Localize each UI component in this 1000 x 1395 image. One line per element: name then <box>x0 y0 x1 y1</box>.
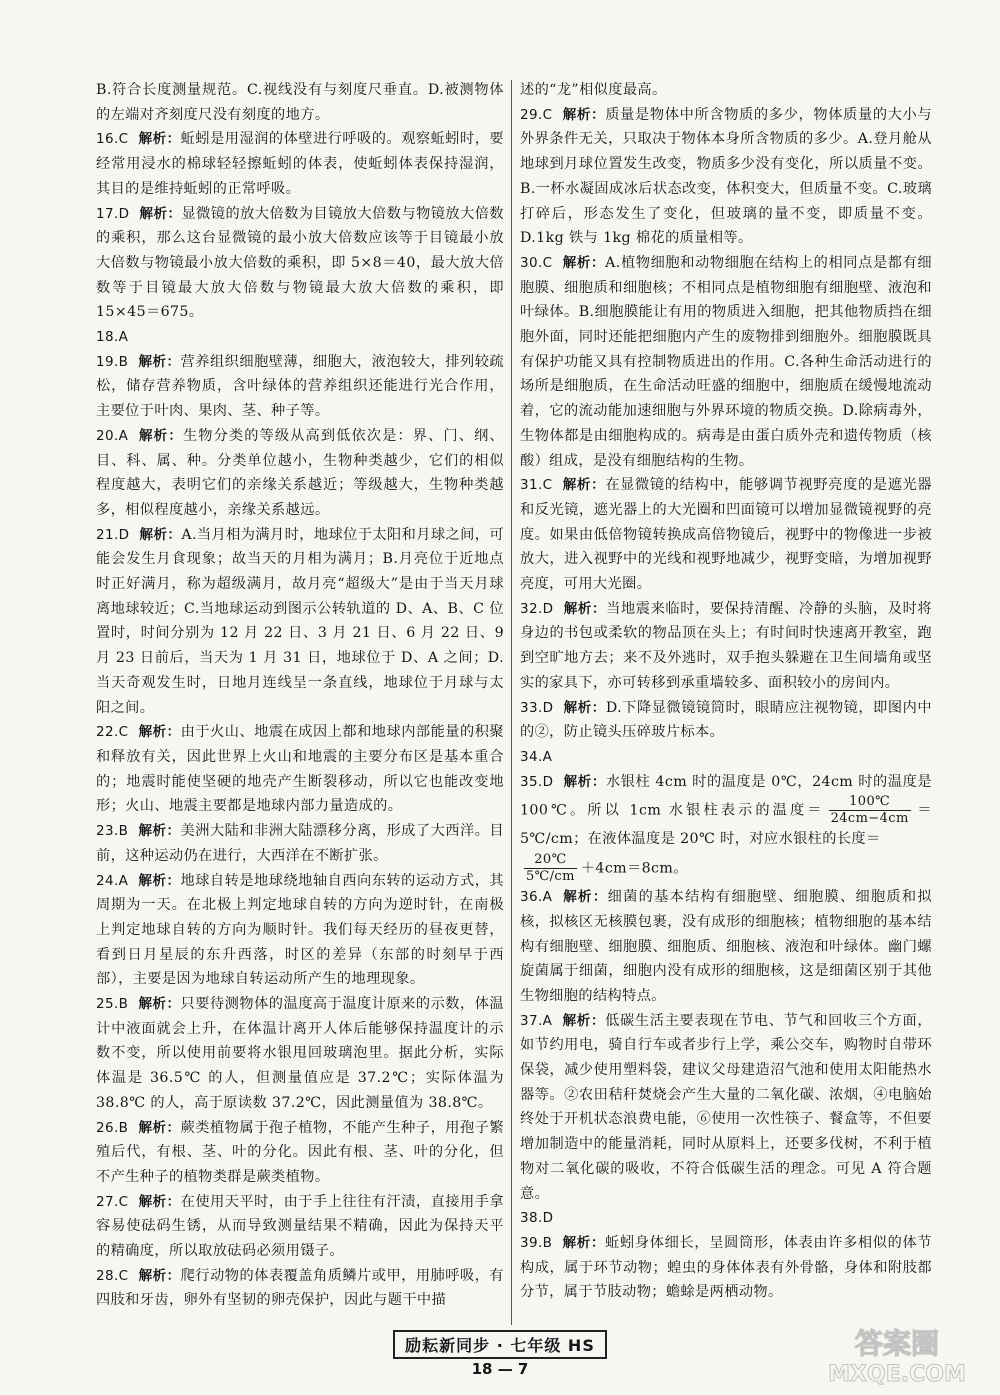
question-number: 16. <box>96 131 119 148</box>
answer-letter: A <box>118 427 129 444</box>
analysis-label: 解析： <box>563 773 606 790</box>
answer-text: 质量是物体中所含物质的多少，物体质量的大小与外界条件无关，只取决于物体本身所含物质的多少。A.登月舱从地球到月球位置发生改变，物质多少没有变化，所以质量不变。B.一杯水凝固成冰后状态改变，体积变大，但质量不变。C.玻璃打碎后，形态发生了变化，但玻璃的量不变，即质量不变。D.1kg 铁与 1kg 棉花的质量相等。 <box>520 106 933 247</box>
answer-item <box>520 770 932 885</box>
question-number: 22. <box>96 724 119 741</box>
question-number: 18. <box>96 329 119 346</box>
answer-text: A.植物细胞和动物细胞在结构上的相同点是都有细胞膜、细胞质和细胞核；不相同点是植物细胞有细胞壁、液泡和叶绿体。B.细胞膜能让有用的物质进入细胞，把其他物质挡在细胞外面，同时还能把细胞内产生的废物排到细胞外。细胞膜既具有保护功能又具有控制物质进出的作用。C.各种生命活动进行的场所是细胞质，在生命活动旺盛的细胞中，细胞质在缓慢地流动着，它的流动能加速细胞与外界环境的物质交换。D.除病毒外，生物体都是由细胞构成的。病毒是由蛋白质外壳和遗传物质（核酸）组成，是没有细胞结构的生物。 <box>520 254 932 469</box>
answer-letter: C <box>118 1193 129 1210</box>
answer-text: 蚯蚓是用湿润的体壁进行呼吸的。观察蚯蚓时，要经常用浸水的棉球轻轻擦蚯蚓的体表，使蚯蚓体表保持湿润，其目的是维持蚯蚓的正常呼吸。 <box>96 131 505 197</box>
analysis-label: 解析： <box>138 823 181 840</box>
analysis-label: 解析： <box>562 477 606 494</box>
answer-item <box>96 992 504 1116</box>
answer-letter: C <box>542 477 553 494</box>
question-number: 21. <box>96 526 119 543</box>
answer-text: 水银柱 4cm 时的温度是 0℃，24cm 时的温度是 100℃。所以 1cm 水银柱表示的温度＝ <box>520 773 932 819</box>
left-column <box>96 78 504 1313</box>
svg-text:答案圈: 答案圈 <box>854 1327 940 1360</box>
answer-text: 爬行动物的体表覆盖角质鳞片或甲，用肺呼吸，有四肢和牙齿，卵外有坚韧的卵壳保护，因此与题干中描 <box>96 1267 505 1309</box>
answer-text: A.当月相为满月时，地球位于太阳和月球之间，可能会发生月食现象；故当天的月相为满月；B.月亮位于近地点时正好满月，称为超级满月，故月亮“超级大”是由于当天月球离地球较近；C.当地球运动到图示公转轨道的 D、A、B、C 位置时，时间分别为 12 月 22 日、3 月 21 日、6 月 22 日、9 月 23 日前后，当天为 1 月 31 日，地球位于 D、A 之间；D.当天奇观发生时，日地月连线呈一条直线，地球位于月球与太阳之间。 <box>96 526 504 716</box>
analysis-label: 解析： <box>138 996 181 1013</box>
answer-item <box>96 720 504 819</box>
analysis-label: 解析： <box>138 872 181 889</box>
answer-text: 低碳生活主要表现在节电、节气和回收三个方面，如节约用电，骑自行车或者步行上学，乘公交车，购物时自带环保袋，减少使用塑料袋，建议父母建造沼气池和使用太阳能热水器等。②农田秸秆焚烧会产生大量的二氧化碳、浓烟，④电脑始终处于开机状态浪费电能，⑥使用一次性筷子、餐盒等，不但要增加制造中的能量消耗，同时从原料上，还要多伐树，不利于植物对二氧化碳的吸收，不符合低碳生活的理念。可见 A 符合题意。 <box>520 1012 932 1202</box>
answer-item <box>96 202 504 326</box>
answer-text: 只要待测物体的温度高于温度计原来的示数，体温计中液面就会上升，在体温计离开人体后能够保持温度计的示数不变，所以使用前要将水银甩回玻璃泡里。据此分析，实际体温是 36.5℃ 的人，但测量值应是 37.2℃；实际体温为 38.8℃ 的人，高于原读数 37.2℃，因此测量值为 38.8℃。 <box>96 996 504 1111</box>
answer-text: 蕨类植物属于孢子植物，不能产生种子，用孢子繁殖后代，有根、茎、叶的分化。因此有根、茎、叶的分化，但不产生种子的植物类群是蕨类植物。 <box>96 1119 504 1185</box>
answer-letter: D <box>542 600 554 617</box>
question-number: 30. <box>520 254 543 271</box>
answer-letter: D <box>542 773 554 790</box>
question-number: 23. <box>96 823 119 840</box>
answer-text: 在显微镜的结构中，能够调节视野亮度的是遮光器和反光镜，遮光器上的大光圈和凹面镜可以增加显微镜视野的亮度。如果由低倍物镜转换成高倍物镜后，视野中的物像进一步被放大，进入视野中的光线和视野地减少，视野变暗，为增加视野亮度，可用大光圈。 <box>520 477 933 593</box>
question-number: 39. <box>520 1234 543 1251</box>
question-number: 31. <box>520 477 543 494</box>
right-column <box>520 78 932 1305</box>
answer-letter: B <box>118 353 129 370</box>
answer-letter: A <box>542 748 553 765</box>
analysis-label: 解析： <box>138 353 181 370</box>
answer-letter: B <box>118 996 129 1013</box>
fraction-denominator: 24cm−4cm <box>830 811 909 827</box>
analysis-label: 解析： <box>138 1119 181 1136</box>
answer-letter: A <box>118 872 129 889</box>
analysis-label: 解析： <box>562 1012 606 1029</box>
fraction-numerator: 20℃ <box>524 852 577 869</box>
analysis-label: 解析： <box>138 1267 181 1284</box>
question-number: 24. <box>96 872 119 889</box>
answer-text: 营养组织细胞壁薄，细胞大，液泡较大，排列较疏松，储存营养物质，含叶绿体的营养组织还能进行光合作用，主要位于叶肉、果肉、茎、种子等。 <box>96 353 504 420</box>
question-number: 36. <box>520 889 543 906</box>
answer-item <box>96 424 504 523</box>
answer-item <box>520 1206 932 1231</box>
answer-letter: D <box>542 699 554 716</box>
fraction <box>524 852 577 885</box>
answer-letter: B <box>118 823 129 840</box>
answer-letter: A <box>542 889 553 906</box>
answer-text: 由于火山、地震在成因上都和地球内部能量的积聚和释放有关，因此世界上火山和地震的主要分布区是基本重合的；地震时能使坚硬的地壳产生断裂移动，所以它也能改变地形；火山、地震主要都是地球内部力量造成的。 <box>96 724 505 815</box>
analysis-label: 解析： <box>139 205 182 222</box>
answer-item <box>520 885 932 1009</box>
answer-text: 当地震来临时，要保持清醒、冷静的头脑，及时将身边的书包或柔软的物品顶在头上；有时间时快速离开教室，跑到空旷地方去；来不及外逃时，双手抱头躲避在卫生间墙角或坚实的家具下，亦可转移到承重墙较多、面积较小的房间内。 <box>520 600 932 691</box>
fraction <box>829 794 911 827</box>
svg-text:MXQE.COM: MXQE.COM <box>828 1362 966 1387</box>
answer-item <box>520 597 932 696</box>
answer-letter: B <box>118 1119 129 1136</box>
question-number: 26. <box>96 1119 119 1136</box>
question-number: 20. <box>96 427 119 444</box>
answer-item <box>520 1231 932 1305</box>
answer-letter: C <box>542 254 553 271</box>
answer-item <box>520 103 932 251</box>
question-number: 19. <box>96 353 119 370</box>
answer-letter: C <box>118 1267 129 1284</box>
answer-item <box>520 696 932 745</box>
answer-item <box>520 1009 932 1207</box>
answer-item <box>96 350 504 424</box>
answer-item <box>96 1190 504 1264</box>
answer-item <box>96 78 504 127</box>
answer-item <box>96 819 504 868</box>
question-number: 25. <box>96 996 119 1013</box>
answer-letter: A <box>118 329 129 346</box>
question-number: 35. <box>520 773 543 790</box>
answer-letter: B <box>542 1234 553 1251</box>
math-text: 5℃/cm；在液体温度是 20℃ 时，对应水银柱的长度＝ <box>520 831 881 848</box>
analysis-label: 解析： <box>562 254 606 271</box>
question-number: 34. <box>520 748 543 765</box>
column-divider <box>511 80 512 1325</box>
analysis-label: 解析： <box>562 106 606 123</box>
answer-letter: C <box>118 724 129 741</box>
answer-letter: C <box>542 106 553 123</box>
watermark-logo <box>812 1319 982 1389</box>
analysis-label: 解析： <box>138 1193 181 1210</box>
answer-text: 在使用天平时，由于手上往往有汗渍，直接用手拿容易使砝码生锈，从而导致测量结果不精确，因此为保持天平的精确度，所以取放砝码必须用镊子。 <box>96 1193 505 1260</box>
answer-text: 美洲大陆和非洲大陆漂移分离，形成了大西洋。目前，这种运动仍在进行，大西洋在不断扩张。 <box>96 823 504 864</box>
analysis-label: 解析： <box>138 724 181 741</box>
brand-label: 励耘新同步 · 七年级 HS <box>393 1330 607 1359</box>
question-number: 28. <box>96 1267 119 1284</box>
question-number: 37. <box>520 1012 543 1029</box>
answer-item <box>96 523 504 721</box>
answer-letter: D <box>118 205 130 222</box>
answer-item <box>96 1116 504 1190</box>
analysis-label: 解析： <box>139 526 182 543</box>
answer-item <box>520 251 932 473</box>
analysis-label: 解析： <box>138 131 181 148</box>
fraction-denominator: 5℃/cm <box>526 869 575 885</box>
question-number: 32. <box>520 600 543 617</box>
equals-sign: ＝ <box>914 802 932 819</box>
answer-item <box>520 473 932 597</box>
answer-letter: D <box>118 526 130 543</box>
answer-text: D.下降显微镜镜筒时，眼睛应注视物镜，即图内中的②，防止镜头压碎玻片标本。 <box>520 699 932 741</box>
analysis-label: 解析： <box>562 1234 606 1251</box>
analysis-label: 解析： <box>563 600 607 617</box>
question-number: 17. <box>96 205 119 222</box>
answer-text: 细菌的基本结构有细胞壁、细胞膜、细胞质和拟核，拟核区无核膜包裹，没有成形的细胞核；植物细胞的基本结构有细胞壁、细胞膜、细胞质、细胞核、液泡和叶绿体。幽门螺旋菌属于细菌，细胞内没有成形的细胞核，这是细菌区别于其他生物细胞的结构特点。 <box>520 889 932 1004</box>
page-number: 18 — 7 <box>471 1360 529 1378</box>
fraction-numerator: 100℃ <box>829 794 911 811</box>
answer-item <box>520 78 932 103</box>
answer-letter: D <box>542 1210 554 1227</box>
answer-text: 述的“龙”相似度最高。 <box>520 82 667 98</box>
question-number: 29. <box>520 106 543 123</box>
answer-text: 显微镜的放大倍数为目镜放大倍数与物镜放大倍数的乘积，那么这台显微镜的最小放大倍数应该等于目镜最小放大倍数与物镜最小放大倍数的乘积，即 5×8＝40，最大放大倍数等于目镜最大放大倍数与物镜最大放大倍数的乘积，即 15×45＝675。 <box>96 205 504 321</box>
answer-item <box>96 325 504 350</box>
question-number: 27. <box>96 1193 119 1210</box>
answer-item <box>96 1264 504 1313</box>
math-text: ＋4cm＝8cm。 <box>580 860 688 877</box>
analysis-label: 解析： <box>563 699 606 716</box>
analysis-label: 解析： <box>562 889 608 906</box>
analysis-label: 解析： <box>138 427 183 444</box>
answer-letter: C <box>118 131 129 148</box>
answer-letter: A <box>542 1012 553 1029</box>
answer-text: B.符合长度测量规范。C.视线没有与刻度尺垂直。D.被测物体的左端对齐刻度尺没有刻度的地方。 <box>96 82 504 123</box>
question-number: 38. <box>520 1210 543 1227</box>
answer-item <box>520 745 932 770</box>
answer-text: 生物分类的等级从高到低依次是：界、门、纲、目、科、属、种。分类单位越小，生物种类越少，它们的相似程度越大，表明它们的亲缘关系越近；等级越大，生物种类越多，相似程度越小，亲缘关系越远。 <box>96 427 504 518</box>
answer-item <box>96 127 504 201</box>
answer-text: 蚯蚓身体细长，呈圆筒形，体表由许多相似的体节构成，属于环节动物；蝗虫的身体体表有外骨骼，身体和附肢都分节，属于节肢动物；蟾蜍是两栖动物。 <box>520 1234 932 1301</box>
answer-item <box>96 869 504 993</box>
answer-text: 地球自转是地球绕地轴自西向东转的运动方式，其周期为一天。在北极上判定地球自转的方向为逆时针，在南极上判定地球自转的方向为顺时针。我们每天经历的昼夜更替，看到日月星辰的东升西落，时区的差异（东部的时刻早于西部），主要是因为地球自转运动所产生的地理现象。 <box>96 872 504 988</box>
question-number: 33. <box>520 699 543 716</box>
